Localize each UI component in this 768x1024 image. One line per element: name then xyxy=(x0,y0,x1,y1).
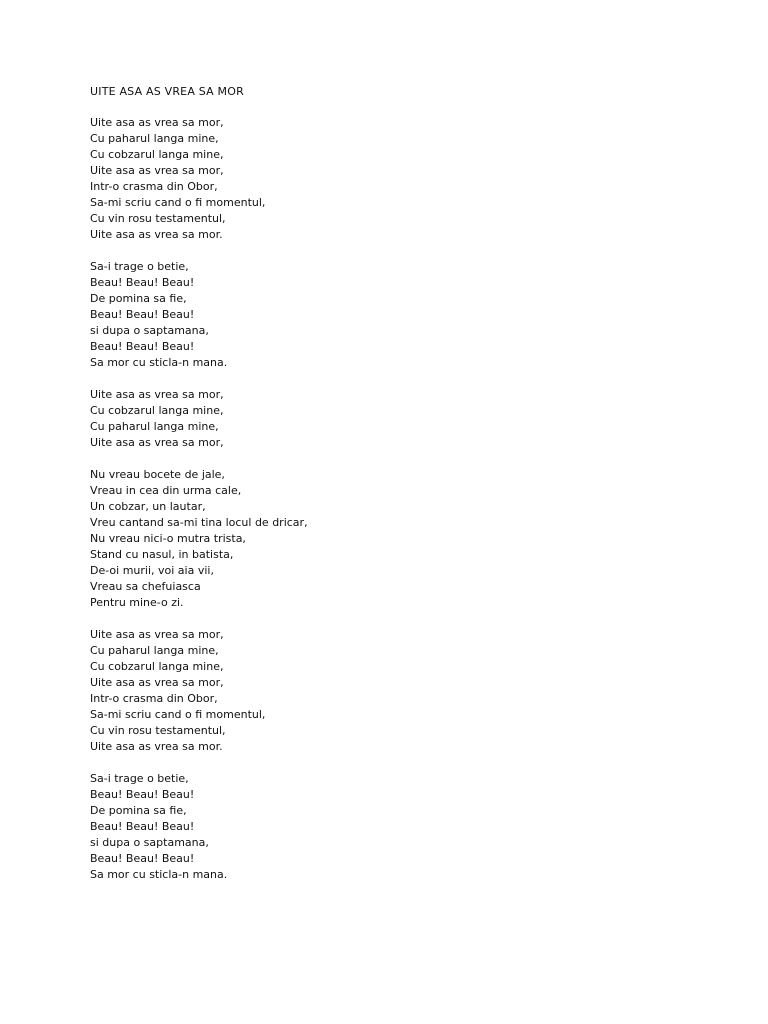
lyric-line: Cu paharul langa mine, xyxy=(90,132,219,145)
lyric-line: si dupa o saptamana, xyxy=(90,836,209,849)
lyric-line: Uite asa as vrea sa mor, xyxy=(90,164,224,177)
lyric-line: Pentru mine-o zi. xyxy=(90,596,184,609)
lyric-line: Cu cobzarul langa mine, xyxy=(90,148,224,161)
lyric-line: Cu cobzarul langa mine, xyxy=(90,660,224,673)
lyric-line: Uite asa as vrea sa mor. xyxy=(90,228,223,241)
lyric-line: Intr-o crasma din Obor, xyxy=(90,692,218,705)
stanza xyxy=(90,259,690,371)
stanza xyxy=(90,115,690,243)
lyric-line: Intr-o crasma din Obor, xyxy=(90,180,218,193)
lyric-line: Vreau in cea din urma cale, xyxy=(90,484,242,497)
lyric-line: Cu paharul langa mine, xyxy=(90,644,219,657)
lyric-line: Sa-i trage o betie, xyxy=(90,260,189,273)
lyric-line: De pomina sa fie, xyxy=(90,292,187,305)
stanza xyxy=(90,467,690,611)
stanza xyxy=(90,771,690,883)
lyric-line: Uite asa as vrea sa mor, xyxy=(90,436,224,449)
lyrics-container xyxy=(90,115,690,883)
lyric-line: De-oi murii, voi aia vii, xyxy=(90,564,214,577)
lyric-line: Sa mor cu sticla-n mana. xyxy=(90,868,228,881)
lyric-line: Uite asa as vrea sa mor, xyxy=(90,676,224,689)
lyric-line: Beau! Beau! Beau! xyxy=(90,852,195,865)
lyric-line: Beau! Beau! Beau! xyxy=(90,308,195,321)
lyric-line: Stand cu nasul, in batista, xyxy=(90,548,234,561)
lyric-line: Beau! Beau! Beau! xyxy=(90,820,195,833)
lyric-line: Beau! Beau! Beau! xyxy=(90,340,195,353)
lyric-line: Cu cobzarul langa mine, xyxy=(90,404,224,417)
stanza xyxy=(90,387,690,451)
lyric-line: Sa-mi scriu cand o fi momentul, xyxy=(90,196,266,209)
lyric-line: Vreau sa chefuiasca xyxy=(90,580,201,593)
document-body xyxy=(90,84,690,899)
lyric-line: Uite asa as vrea sa mor, xyxy=(90,388,224,401)
lyric-line: Beau! Beau! Beau! xyxy=(90,788,195,801)
lyric-line: Cu vin rosu testamentul, xyxy=(90,724,226,737)
lyric-line: Sa-i trage o betie, xyxy=(90,772,189,785)
lyric-line: Uite asa as vrea sa mor. xyxy=(90,740,223,753)
lyric-line: Nu vreau bocete de jale, xyxy=(90,468,225,481)
lyric-line: Sa-mi scriu cand o fi momentul, xyxy=(90,708,266,721)
lyric-line: Un cobzar, un lautar, xyxy=(90,500,206,513)
lyric-line: Cu vin rosu testamentul, xyxy=(90,212,226,225)
lyric-line: Cu paharul langa mine, xyxy=(90,420,219,433)
stanza xyxy=(90,627,690,755)
lyric-line: Sa mor cu sticla-n mana. xyxy=(90,356,228,369)
document-title: UITE ASA AS VREA SA MOR xyxy=(90,85,244,98)
lyric-line: Beau! Beau! Beau! xyxy=(90,276,195,289)
lyric-line: Uite asa as vrea sa mor, xyxy=(90,628,224,641)
lyric-line: Uite asa as vrea sa mor, xyxy=(90,116,224,129)
lyric-line: De pomina sa fie, xyxy=(90,804,187,817)
lyric-line: si dupa o saptamana, xyxy=(90,324,209,337)
lyric-line: Nu vreau nici-o mutra trista, xyxy=(90,532,246,545)
lyric-line: Vreu cantand sa-mi tina locul de dricar, xyxy=(90,516,308,529)
